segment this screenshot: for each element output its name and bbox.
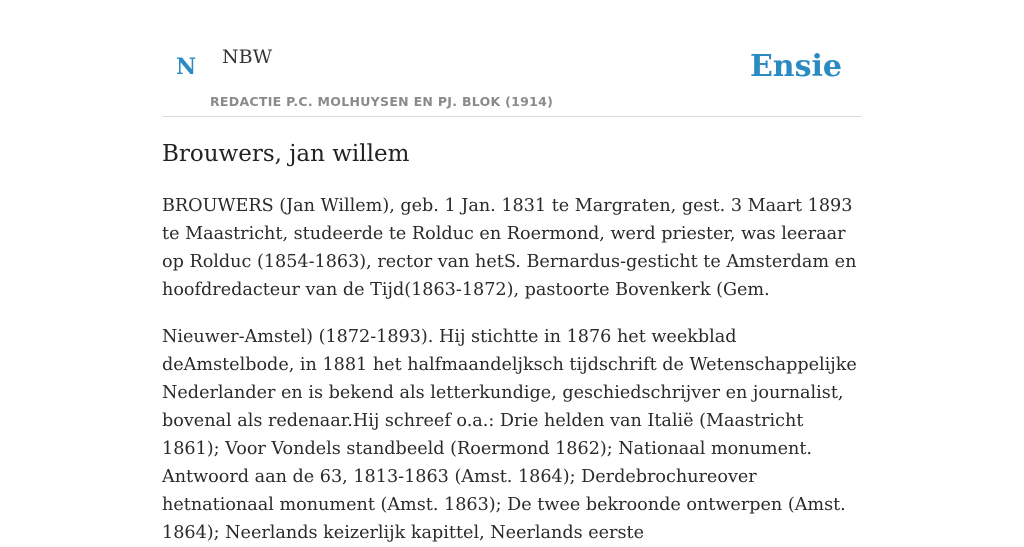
article-paragraph: BROUWERS (Jan Willem), geb. 1 Jan. 1831 te Margraten, gest. 3 Maart 1893 te Maastricht, studeerde te Rolduc en Roermond, werd priester, was leeraar op Rolduc (1854-1863), rector van hetS. Bernardus-gesticht te Amsterdam en hoofdredacteur van de Tijd(1863-1872), pastoorte Bovenkerk (Gem. xyxy=(162,196,857,300)
article-paragraph: Nieuwer-Amstel) (1872-1893). Hij stichtte in 1876 het weekblad deAmstelbode, in 1881 het halfmaandeljksch tijdschrift de Wetenschappelijke Nederlander en is bekend als letterkundige, geschiedschrijver en journalist, bovenal als redenaar.Hij schreef o.a.: Drie helden van Italië (Maastricht 1861); Voor Vondels standbeeld (Roermond 1862); Nationaal monument. Antwoord aan de 63, 1813-1863 (Amst. 1864); Derdebrochureover hetnationaal monument (Amst. 1863); De twee bekroonde ontwerpen (Amst. 1864); Neerlands keizerlijk kapittel, Neerlands eerste xyxy=(162,327,857,543)
source-header xyxy=(162,0,862,117)
source-name[interactable]: NBW xyxy=(222,46,273,68)
source-subtitle: REDACTIE P.C. MOLHUYSEN EN PJ. BLOK (1914) xyxy=(210,94,554,109)
article-title: Brouwers, jan willem xyxy=(162,141,410,167)
article xyxy=(162,138,862,547)
brand-logo[interactable]: Ensie xyxy=(749,49,842,84)
source-logo[interactable]: N xyxy=(176,54,197,80)
